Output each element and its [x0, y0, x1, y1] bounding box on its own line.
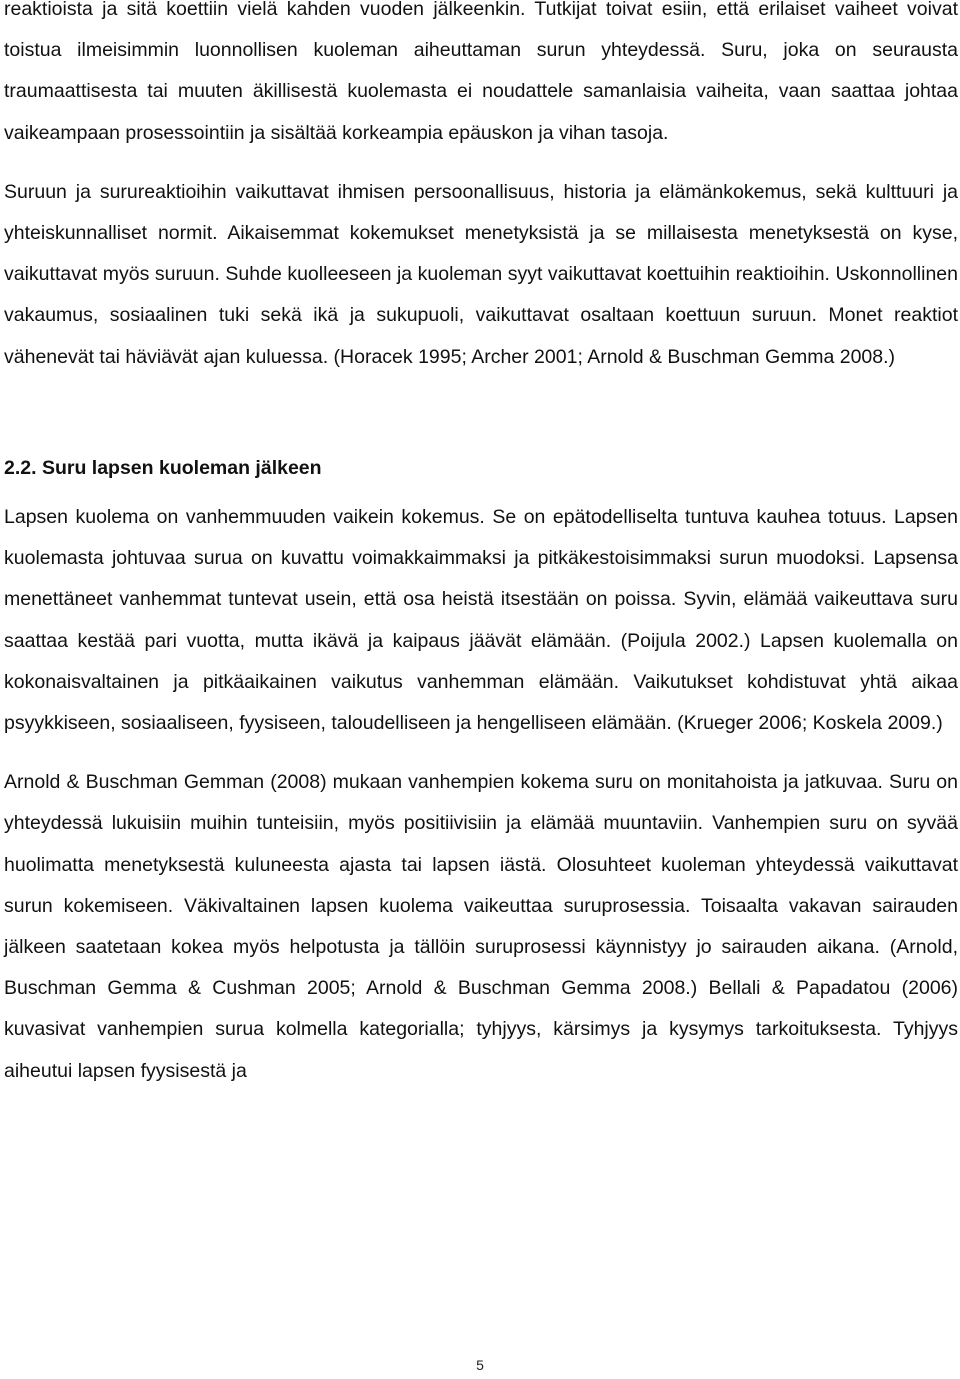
paragraph-parental-grief: Arnold & Buschman Gemman (2008) mukaan vanhempien kokema suru on monitahoista ja jatkuvaa. Suru on yhteydessä lukuisiin muihin tunteisiin, myös positiivisiin ja elämää muuntaviin. Vanhempien suru on syvää huolimatta menetyksestä kuluneesta ajasta tai lapsen iästä. Olosuhteet kuoleman yhteydessä vaikuttavat surun kokemiseen. Väkivaltainen lapsen kuolema vaikeuttaa suruprosessia. Toisaalta vakavan sairauden jälkeen saatetaan kokea myös helpotusta ja tällöin suruprosessi käynnistyy jo sairauden aikana. (Arnold, Buschman Gemma & Cushman 2005; Arnold & Buschman Gemma 2008.) Bellali & Papadatou (2006) kuvasivat vanhempien surua kolmella kategorialla; tyhjyys, kärsimys ja kysymys tarkoituksesta. Tyhjyys aiheutui lapsen fyysisestä ja [4, 771, 958, 1082]
paragraph-grief-factors: Suruun ja surureaktioihin vaikuttavat ihmisen persoonallisuus, historia ja elämänkokemus, sekä kulttuuri ja yhteiskunnalliset normit. Aikaisemmat kokemukset menetyksistä ja se millaisesta menetyksestä on kyse, vaikuttavat myös suruun. Suhde kuolleeseen ja kuoleman syyt vaikuttavat koettuihin reaktioihin. Uskonnollinen vakaumus, sosiaalinen tuki sekä ikä ja sukupuoli, vaikuttavat osaltaan koettuun suruun. Monet reaktiot vähenevät tai häviävät ajan kuluessa. (Horacek 1995; Archer 2001; Arnold & Buschman Gemma 2008.) [4, 180, 958, 368]
section-title: Suru lapsen kuoleman jälkeen [41, 456, 322, 479]
heading-spacer [4, 489, 958, 497]
page-number: 5 [476, 1357, 484, 1373]
paragraph-grief-phases: reaktioista ja sitä koettiin vielä kahden vuoden jälkeenkin. Tutkijat toivat esiin, että erilaiset vaiheet voivat toistua ilmeisimmin luonnollisen kuoleman aiheuttaman surun yhteydessä. Suru, joka on seurausta traumaattisesta tai muuten äkillisestä kuolemasta ei noudattele samanlaisia vaiheita, vaan saattaa johtaa vaikeampaan prosessointiin ja sisältää korkeampia epäuskon ja vihan tasoja. [4, 0, 958, 144]
section-spacer [4, 378, 958, 448]
section-heading [4, 448, 958, 489]
page-content [4, 0, 958, 1092]
paragraph-spacer [4, 154, 958, 172]
paragraph-child-death: Lapsen kuolema on vanhemmuuden vaikein kokemus. Se on epätodelliselta tuntuva kauhea totuus. Lapsen kuolemasta johtuvaa surua on kuvattu voimakkaimmaksi ja pitkäkestoisimmaksi surun muodoksi. Lapsensa menettäneet vanhemmat tuntevat usein, että osa heistä itsestään on poissa. Syvin, elämää vaikeuttava suru saattaa kestää pari vuotta, mutta ikävä ja kaipaus jäävät elämään. (Poijula 2002.) Lapsen kuolemalla on kokonaisvaltainen ja pitkäaikainen vaikutus vanhemman elämään. Vaikutukset kohdistuvat yhtä aikaa psyykkiseen, sosiaaliseen, fyysiseen, taloudelliseen ja hengelliseen elämään. (Krueger 2006; Koskela 2009.) [4, 506, 958, 735]
section-number: 2.2. [4, 456, 37, 479]
paragraph-spacer [4, 744, 958, 762]
